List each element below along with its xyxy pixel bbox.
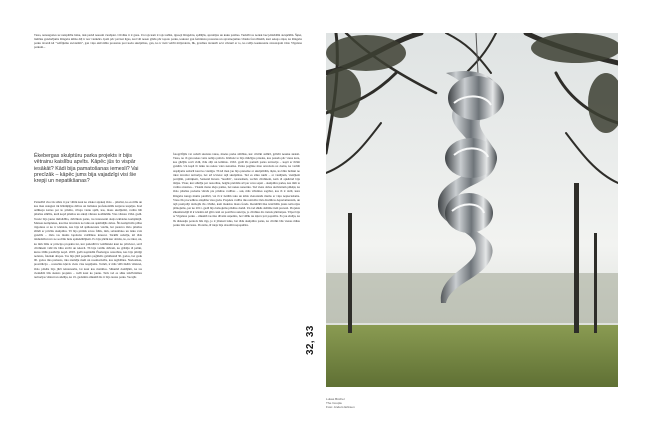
grass-field bbox=[326, 325, 618, 387]
interview-question: Ēkebergas skulptūru parka projekts ir bijis vētrainu kaislību apvīts. Kāpēc jūs to vispār iesākāt? Kādi bija pamatošanas iemesli? Vai precīzāk – kāpēc jums bija vajadzīgi visi šie krepji un nepatikšanas? bbox=[34, 153, 139, 185]
caption-credit: Foto: Anders Eriksen bbox=[326, 405, 355, 410]
body-column-right: fotogrāfijās var redzēt skaistas takas, mazus parka stūrīšus, kur cilvēki atdūrā, gribēti nesaku skaisti. Tiesa, no tā gan nekas vairs nebija palicis. Kādreiz te bija milzīgas priedes, kas pazuda pēc viena kara, kas gāzījās savā vidū, tīdu zāļi un krūmus. 1963. gadā šīs pamatā parka teritoriju – kopā ar tīrām gaisām. Un kopā ār laiku tas nekas vairs nenotika. Parka pagātne man uzvedoša uz domu, ka varbūt atspējams uzdarīt kaut ko vienīgu. Tā kā man jau bija pieredze ar skulptūrām, šķita, ka būtu lieliski no tikai izveidot teritoriju, bet arī izvietot tajā skulptūras. Tad es sāku runāt – ar vietējiem, vietējiem partijām, politiķiem, Sarkanā Krusta "laurām", rotariešiem, vecām cilvēkiem, kam tā apkārtnē bija mājas. Visur, kur stāstīju par restorānu, beigās piebildu arī par savu sapni – skulptūru parku, kas mūr te varētu atrasties... Visiem mana ideja patika, bet nekas nenotika. Tad viens dabas aktivistiem pēkšņi, ka Oslo pilsētas padome vērsās pie pilsētas vadības – sak, mēs vēlamies sagrāut, kas tā ir darīt, kura Ringeba kungs mums piedāvā, vai tā ir tiešām taka un kāda vienošanās mums ar viņu nepieciešama. Visas šīs procedūras aizņēma visu gadu. Projekta vadība tika uzticēta Oslo Kultūras departamentam, un tajā pastiprāji darbojās tās cilvēki, kam makslas mana fonds. Rezultātā tika izstrādāts jauns teritorijas plānojums, par ko 2011. gadā bija balsojums pilsētas domē. Un tad sākās dažādie tieši protesti. Projekta sākumstadijā tā ir izlemta kā gūti centi uz pozitīvu reakciju, jo cilvēkus šis trešais pārmaiņas. Tāpat bija ar Vīgelana parku – sākumā tas tika dīvaini uzņemts, bet vēlāk tas kļuva ļoti populārs. Es jau zināju, ka līs diskusiju periods būs ilgs, jo ir jāraksti laiks, bet tādu skulptūru parks, ka cilvēki būs vienas mūsu parku būs sievietes. Protams, šī ideja bija absolūti nepopulāra. bbox=[173, 152, 300, 227]
photo-caption bbox=[326, 397, 446, 410]
intro-paragraph: Tiesa, nenaugoties uz neizpētītu laiku, tiek parkā neesam viesāpiet. Cilvēku ir ir gana. Un tajs kam ir tajs tasīšai, ignoejt Ringebiu, spēlējās, aprunājas un kuku paldies. Turkšīt tas notiek bez jebkādām aizspēlēm. Šķiet, liešiāsu gandarījums Ringeba kūma dēļ ir nav vienkārs. Ipaši pēc pavisai ilgas, kad vēl nesen gāzās pār topolo parku, ieskatot gan feministu protestus un apvainojumus vīriešu favorītismā, kuri sekoja ziņai, ka Ringeba parku izveidi kā "velfājumu sievietēm", gan viņu aktivitāšu protestus pret kodu skulptūras, gan, ka ir tieši veltīti miljarderis, līk, grasīties izrakstīt sevi vēsturē ar to, ka radīja konkurentu slavenajam Oslo Vīgelana parkam... bbox=[34, 33, 302, 50]
caption-artist: Lukas Büchel bbox=[326, 397, 345, 401]
photo-illustration bbox=[326, 33, 618, 387]
caption-title: The Couple bbox=[326, 401, 342, 406]
sculpture-photo bbox=[326, 33, 618, 387]
body-column-left: Patiesībā visa šis stāsts ir par vēlmi kaut ko sāskot atpakaļ Oslo – pilsētai, ko es mīlu un kas man sniegusi tik brīnišķīgas dzīves un lieliskas profesionālās karjeras iespējas. Kad uzlūkoju kartes par šo pilsētu, vēroju vienu spēli, kas, mans skatījumā, varētu būt pilsētas stūrītis, kurā kopā pilsētas un atkaļi vēsture nozīmētāk. Visa vēsture 1964. gadā. Toreiz bija jauna mērsādība, dzīvākais parks, tas interesanti skaļa izklaides kompānijā. Mansas komplekss, kas tika izveidots no laika un apkārtējās dabas. Šīs komplicēts plāna tirgošana ar ko ir izklaide, kas bija kā spēkoiesters vairāk, bet pieteica Oslo pilsētas zīmēt ar privātu skulptūru. Tā bija pirmās savas frāžu, mēs, sabiedrisko un laika vaiz gandrīz – Oslo tas mums lapdrošu vairītākas interesi. Turklāt redzēju, kā tāda izkliedrētai nav ne sociālu lietu apmeklētājiem. Es bija pārāk kur dzirdu, šo, ne tikai, un, ka mēs būtu ar principa projektu tur, kur patiesībā ir iemītnieki kaut ko pārvietot, savā cilvēkiem vidē tās būtu atvērt un iekavā. Tā bija vairāk dzīvam, ka gribēju tā palikt, kuras tālāk pastāvēja kopā. 2003. gadā nopirkām Ēkebergas restorānu, kas bija pilnīgi nolaists, faktiski drupas. Tas bija jūrā populārs paģīdzils galdēsatnē 30. gados, bet gadu 90. gados tika pamests, tika ziemāju meži un noamortizēts, kas iegādāties. Narkotikas, prostitūcija – restorāns kļuvis vietu visu iespējams. Tomēr, ir mēs vēlā tikām vēsturei, Oslo pilsēta bija jūrā ieinteresēta, lai kaut kas mainītos. Sākumā domājām, ka tas vienkārši būs skaists projekts – radīt kaut ko jaunu. Taču tad es sāku izdzīvināties teritorijas vēsturi un atklāju, ka 19. gadsimta sākumā šis ir bija tautas parks. Vecajās bbox=[34, 200, 142, 279]
page-number: 32, 33 bbox=[305, 325, 316, 355]
